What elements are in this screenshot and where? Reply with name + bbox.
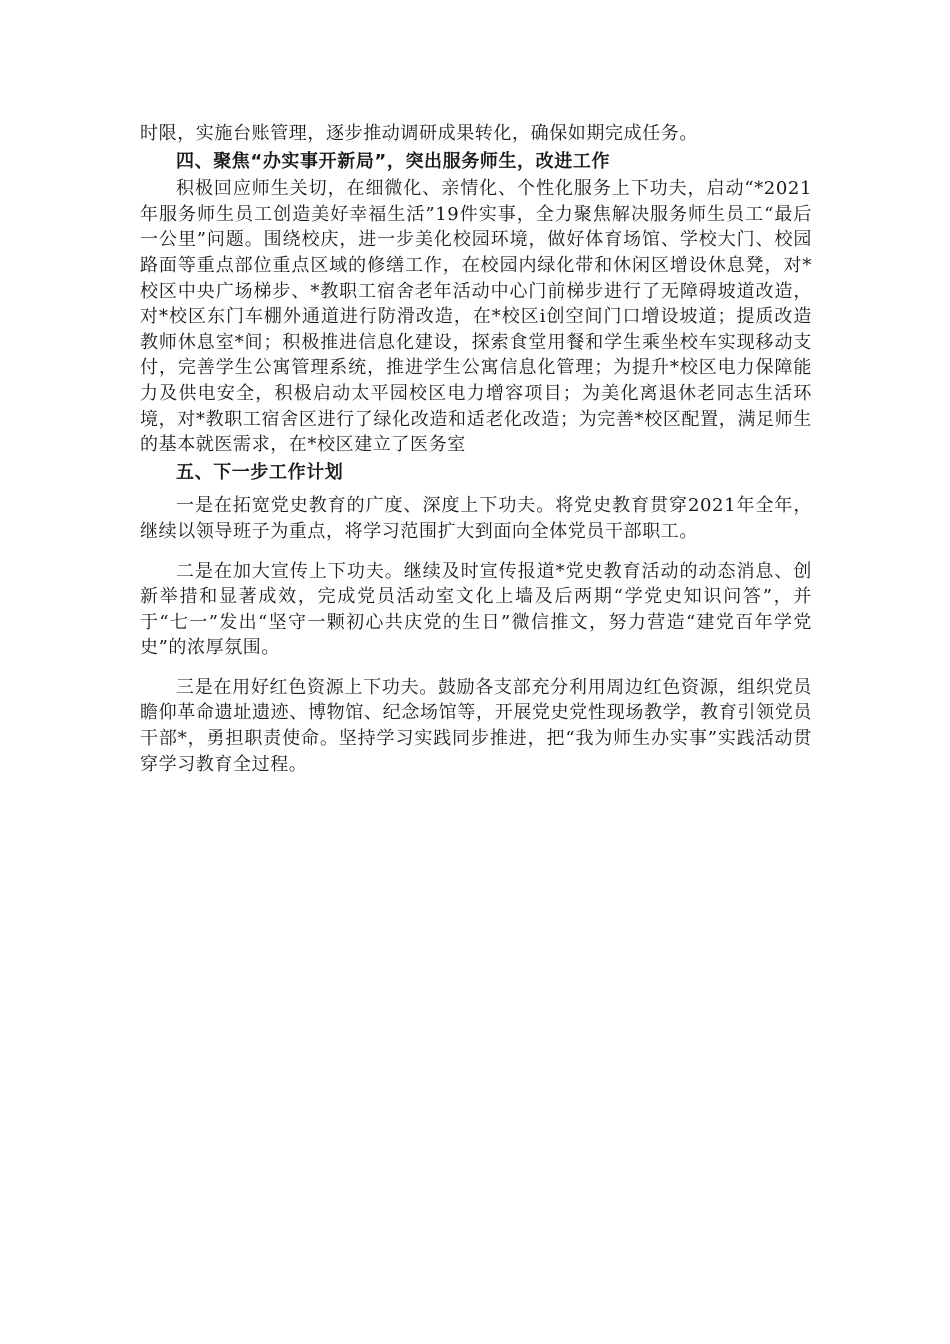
paragraph-section-4: 积极回应师生关切，在细微化、亲情化、个性化服务上下功夫，启动“*2021年服务师生员工创造美好幸福生活”19件实事，全力聚焦解决服务师生员工“最后一公里”问题。围绕校庆，进一步美化校园环境，做好体育场馆、学校大门、校园路面等重点部位重点区域的修缮工作，在校园内绿化带和休闲区增设休息凳，对*校区中央广场梯步、*教职工宿舍老年活动中心门前梯步进行了无障碍坡道改造，对*校区东门车棚外通道进行防滑改造，在*校区i创空间门口增设坡道；提质改造教师休息室*间；积极推进信息化建设，探索食堂用餐和学生乘坐校车实现移动支付，完善学生公寓管理系统，推进学生公寓信息化管理；为提升*校区电力保障能力及供电安全，积极启动太平园校区电力增容项目；为美化离退休老同志生活环境，对*教职工宿舍区进行了绿化改造和适老化改造；为完善*校区配置，满足师生的基本就医需求，在*校区建立了医务室 (140, 178, 812, 456)
paragraph-plan-2: 二是在加大宣传上下功夫。继续及时宣传报道*党史教育活动的动态消息、创新举措和显著成效，完成党员活动室文化上墙及后两期“学党史知识问答”，并于“七一”发出“坚守一颗初心共庆党的生日”微信推文，努力营造“建党百年学党史”的浓厚氛围。 (140, 560, 812, 659)
paragraph-plan-3: 三是在用好红色资源上下功夫。鼓励各支部充分利用周边红色资源，组织党员瞻仰革命遗址遗迹、博物馆、纪念场馆等，开展党史党性现场教学，教育引领党员干部*，勇担职责使命。坚持学习实践同步推进，把“我为师生办实事”实践活动贯穿学习教育全过程。 (140, 676, 812, 775)
paragraph-plan-1: 一是在拓宽党史教育的广度、深度上下功夫。将党史教育贯穿2021年全年，继续以领导班子为重点，将学习范围扩大到面向全体党员干部职工。 (140, 495, 812, 542)
paragraph-continuation: 时限，实施台账管理，逐步推动调研成果转化，确保如期完成任务。 (140, 123, 698, 144)
document-body (140, 121, 812, 777)
section-heading-4: 四、聚焦“办实事开新局”，突出服务师生，改进工作 (176, 150, 611, 172)
section-heading-5: 五、下一步工作计划 (176, 461, 344, 483)
